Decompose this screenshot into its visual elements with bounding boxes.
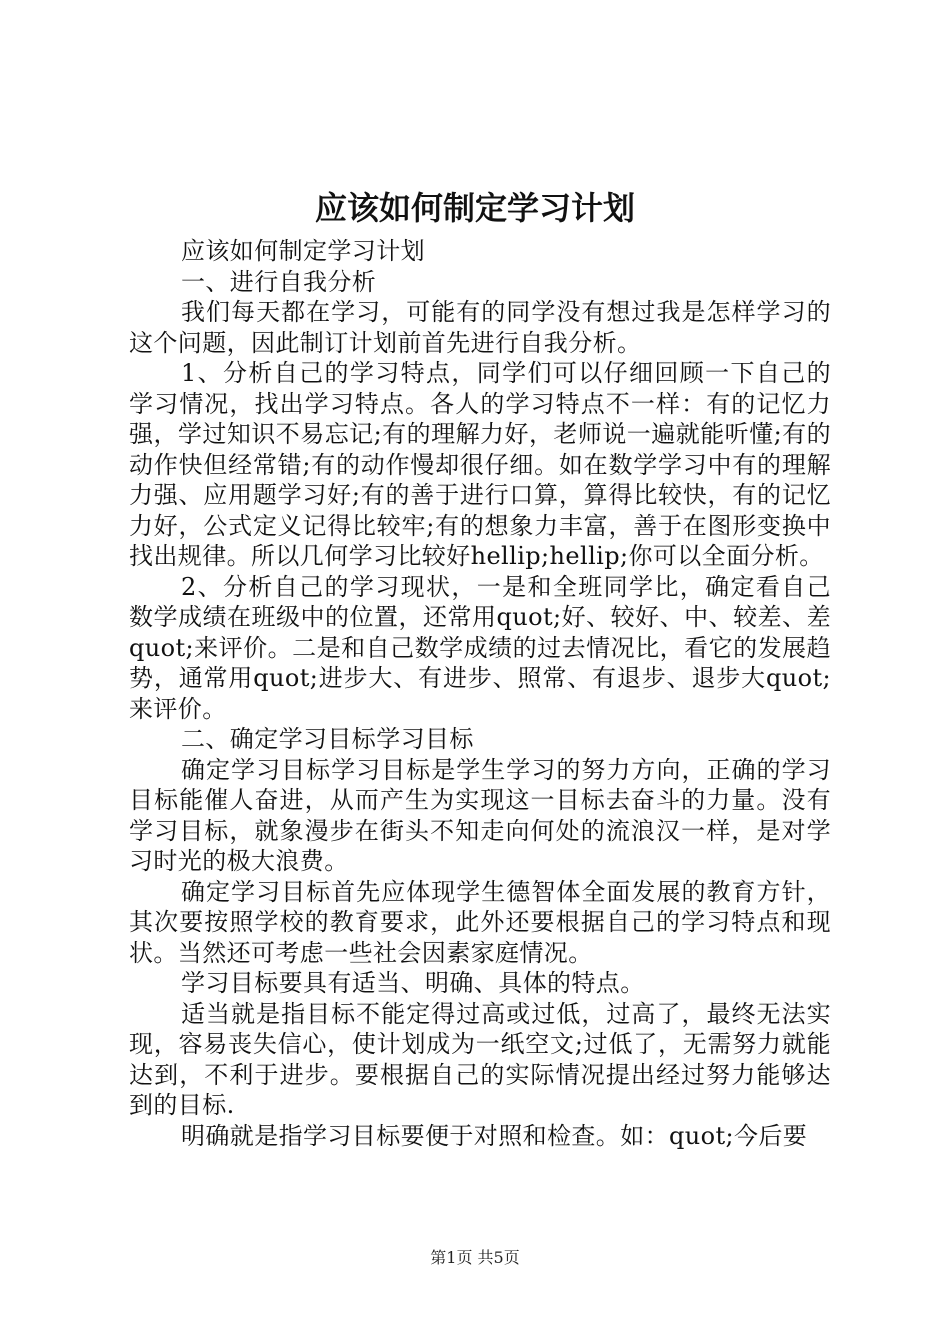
paragraph: 明确就是指学习目标要便于对照和检查。如：quot;今后要: [181, 1121, 808, 1150]
paragraph: 我们每天都在学习，可能有的同学没有想过我是怎样学习的这个问题，因此制订计划前首先进行自我分析。: [129, 298, 831, 357]
paragraph: 应该如何制定学习计划: [181, 237, 425, 265]
paragraph: 1、分析自己的学习特点，同学们可以仔细回顾一下自己的学习情况，找出学习特点。各人的学习特点不一样：有的记忆力强，学过知识不易忘记;有的理解力好，老师说一遍就能听懂;有的动作快但经常错;有的动作慢却很仔细。如在数学学习中有的理解力强、应用题学习好;有的善于进行口算，算得比较快，有的记忆力好，公式定义记得比较牢;有的想象力丰富，善于在图形变换中找出规律。所以几何学习比较好hellip;hellip;你可以全面分析。: [129, 359, 831, 570]
paragraph: 确定学习目标首先应体现学生德智体全面发展的教育方针，其次要按照学校的教育要求，此外还要根据自己的学习特点和现状。当然还可考虑一些社会因素家庭情况。: [129, 877, 831, 967]
document-body: [129, 236, 831, 1151]
paragraph: 2、分析自己的学习现状，一是和全班同学比，确定看自己数学成绩在班级中的位置，还常用quot;好、较好、中、较差、差quot;来评价。二是和自己数学成绩的过去情况比，看它的发展趋势，通常用quot;进步大、有进步、照常、有退步、退步大quot;来评价。: [129, 572, 831, 723]
document-title: 应该如何制定学习计划: [314, 189, 635, 227]
page-footer: 第1页 共5页: [430, 1248, 520, 1267]
paragraph: 适当就是指目标不能定得过高或过低，过高了，最终无法实现，容易丧失信心，使计划成为一纸空文;过低了，无需努力就能达到，不利于进步。要根据自己的实际情况提出经过努力能够达到的目标.: [129, 999, 831, 1119]
paragraph: 确定学习目标学习目标是学生学习的努力方向，正确的学习目标能催人奋进，从而产生为实现这一目标去奋斗的力量。没有学习目标，就象漫步在街头不知走向何处的流浪汉一样，是对学习时光的极大浪费。: [129, 755, 831, 875]
paragraph: 学习目标要具有适当、明确、具体的特点。: [181, 969, 645, 997]
paragraph: 一、进行自我分析: [181, 267, 377, 296]
paragraph: 二、确定学习目标学习目标: [181, 725, 474, 753]
